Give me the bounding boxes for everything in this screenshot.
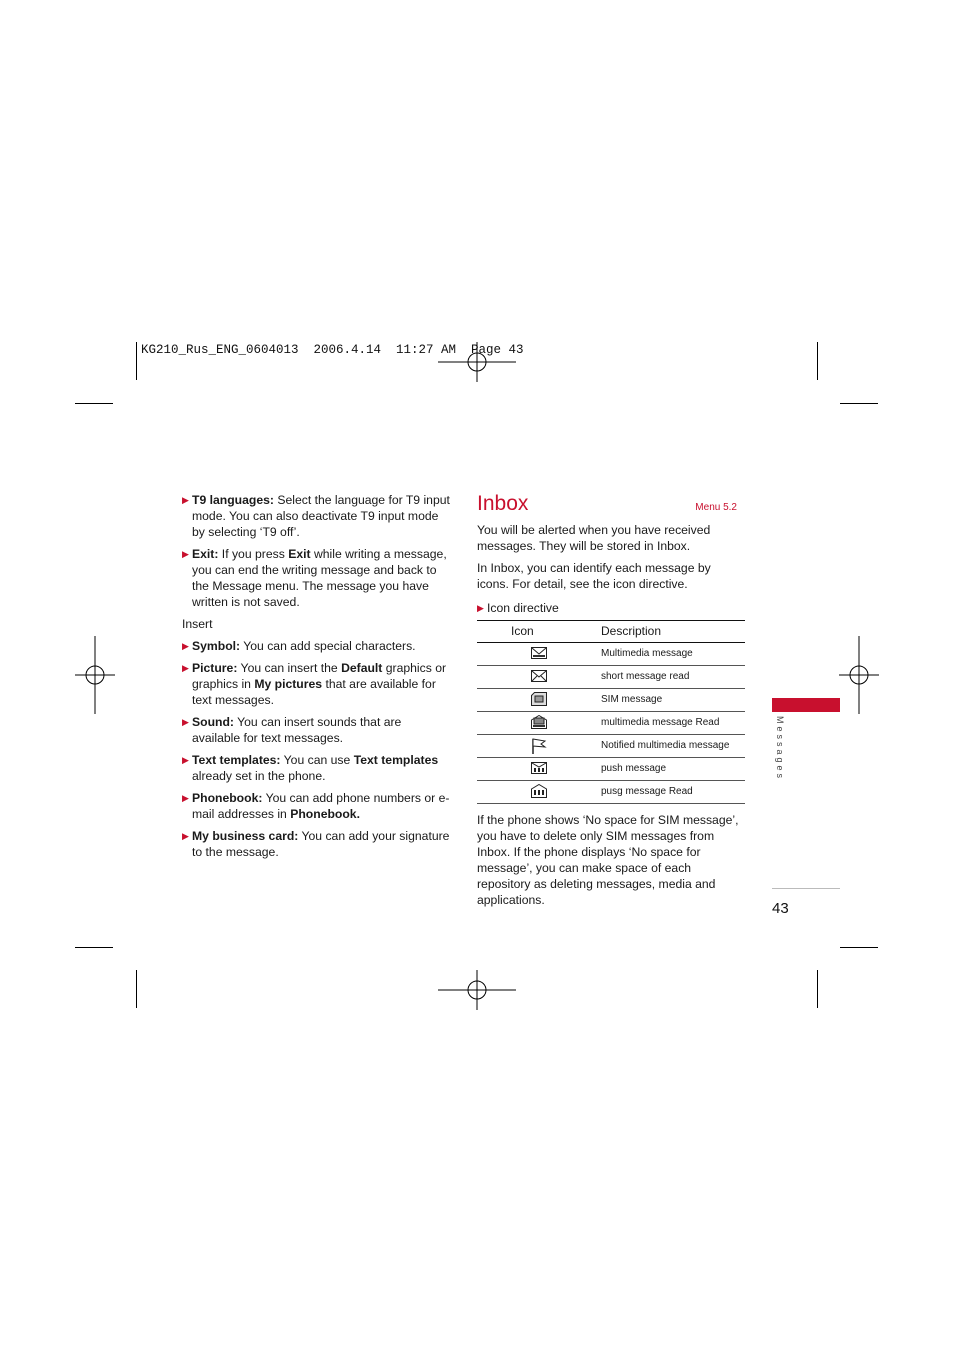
list-item: ▶ Symbol: You can add special characters. (182, 639, 416, 653)
crop-mark (136, 970, 137, 1008)
insert-heading: Insert (182, 617, 213, 631)
list-item: ▶ Phonebook: You can add phone numbers or e-mail addresses in Phonebook. (182, 791, 450, 821)
table-row (477, 643, 745, 666)
crop-mark (136, 342, 137, 380)
left-column (182, 492, 452, 866)
crop-mark (817, 970, 818, 1008)
section-header (477, 492, 745, 516)
icons-paragraph: In Inbox, you can identify each message by icons. For detail, see the icon directive. (477, 561, 711, 591)
page-number: 43 (772, 900, 789, 917)
bullet-arrow-icon: ▶ (182, 663, 189, 673)
bullet-arrow-icon: ▶ (182, 793, 189, 803)
table-row (477, 735, 745, 758)
multimedia-message-icon (531, 647, 547, 659)
side-tab (772, 698, 840, 712)
storage-paragraph: If the phone shows ‘No space for SIM message’, you have to delete only SIM messages from Inbox. If the phone displays ‘No space for message’, you can make space of each repository as deleting messages, media and applications. (477, 813, 739, 907)
table-header-row (477, 621, 745, 643)
list-item: ▶ Sound: You can insert sounds that are available for text messages. (182, 715, 402, 745)
row-description: Notified multimedia message (601, 735, 745, 758)
bullet-arrow-icon: ▶ (182, 641, 189, 651)
registration-mark-icon (438, 970, 516, 1010)
icon-directive-label: ▶ Icon directive (477, 601, 559, 615)
bullet-arrow-icon: ▶ (182, 831, 189, 841)
right-column (477, 492, 745, 908)
crop-mark (840, 403, 878, 404)
page-number-rule (772, 888, 840, 889)
table-row (477, 689, 745, 712)
bullet-arrow-icon: ▶ (182, 755, 189, 765)
bullet-arrow-icon: ▶ (182, 549, 189, 559)
short-message-read-icon (531, 670, 547, 682)
crop-mark (75, 947, 113, 948)
list-item: ▶ Text templates: You can use Text templates already set in the phone. (182, 753, 439, 783)
row-description: Multimedia message (601, 643, 745, 666)
table-row (477, 712, 745, 735)
sim-message-icon (531, 692, 547, 706)
notified-multimedia-message-icon (531, 738, 547, 754)
intro-paragraph: You will be alerted when you have received messages. They will be stored in Inbox. (477, 523, 711, 553)
table-row (477, 666, 745, 689)
menu-reference: Menu 5.2 (695, 502, 737, 513)
side-tab-label: Messages (775, 716, 785, 782)
list-item: ▶ T9 languages: Select the language for T9 input mode. You can also deactivate T9 input mode by selecting ‘T9 off’. (182, 493, 450, 539)
row-description: pusg message Read (601, 781, 745, 804)
crop-mark (75, 403, 113, 404)
push-message-read-icon (531, 784, 547, 798)
row-description: short message read (601, 666, 745, 689)
bullet-arrow-icon: ▶ (182, 495, 189, 505)
push-message-icon (531, 762, 547, 774)
row-description: SIM message (601, 689, 745, 712)
column-header-description: Description (601, 621, 745, 643)
row-description: push message (601, 758, 745, 781)
list-item: ▶ Picture: You can insert the Default graphics or graphics in My pictures that are available for text messages. (182, 661, 447, 707)
crop-mark (840, 947, 878, 948)
list-item: ▶ Exit: If you press Exit while writing a message, you can end the writing message and back to the Message menu. The message you have written is not saved. (182, 547, 447, 609)
bullet-arrow-icon: ▶ (477, 603, 484, 613)
crop-mark (817, 342, 818, 380)
registration-mark-icon (438, 342, 516, 382)
registration-mark-icon (839, 636, 879, 714)
row-description: multimedia message Read (601, 712, 745, 735)
column-header-icon: Icon (477, 621, 601, 643)
bullet-arrow-icon: ▶ (182, 717, 189, 727)
section-title: Inbox (477, 492, 529, 515)
registration-mark-icon (75, 636, 115, 714)
table-row (477, 758, 745, 781)
print-header: KG210_Rus_ENG_0604013 2006.4.14 11:27 AM Page 43 (141, 343, 524, 357)
table-row (477, 781, 745, 804)
list-item: ▶ My business card: You can add your signature to the message. (182, 829, 450, 859)
multimedia-message-read-icon (531, 715, 547, 729)
icon-table (477, 620, 745, 804)
